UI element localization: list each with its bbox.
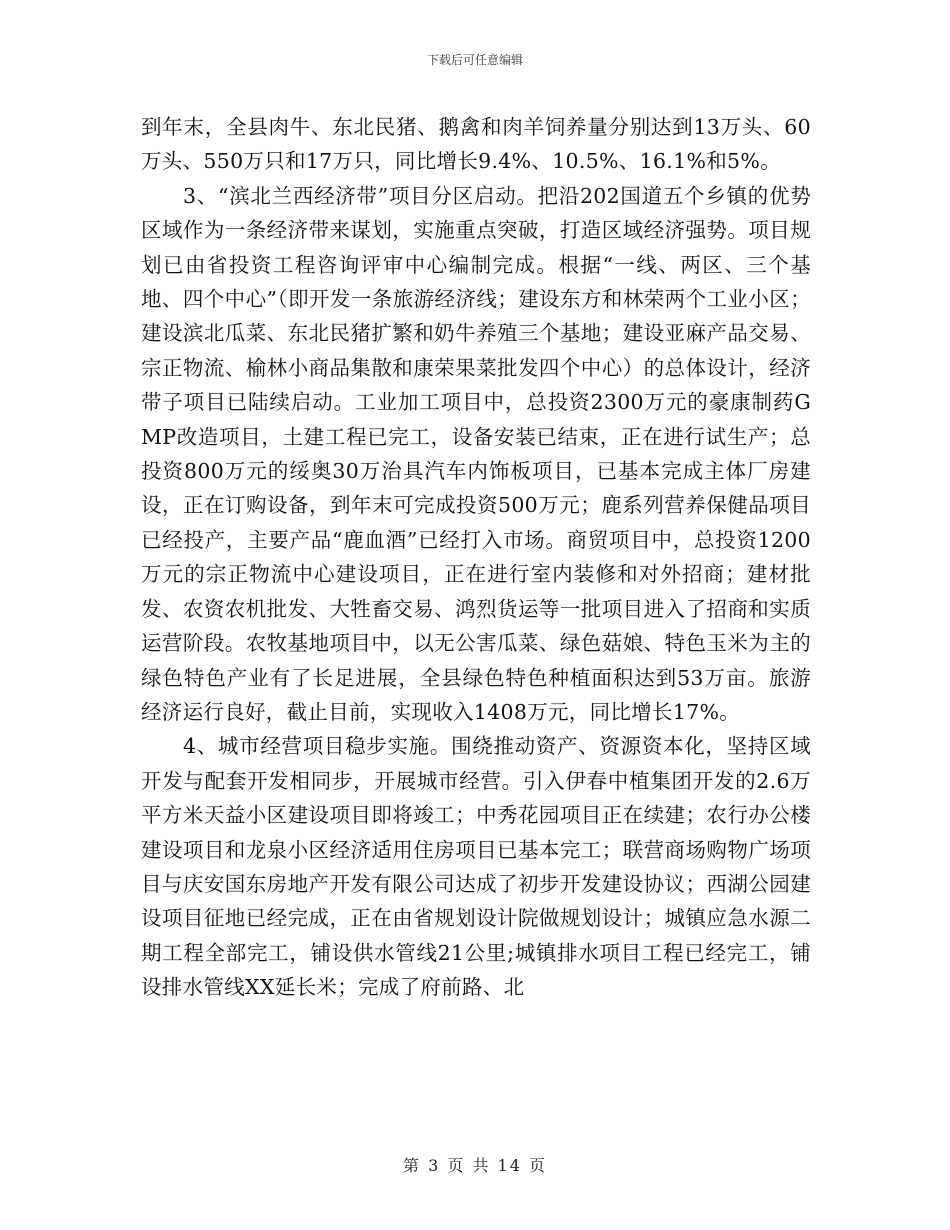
document-body <box>141 110 811 1005</box>
paragraph-continuation: 到年末，全县肉牛、东北民猪、鹅禽和肉羊饲养量分别达到13万头、60万头、550万只和17万只，同比增长9.4%、10.5%、16.1%和5%。 <box>141 115 811 174</box>
page-number: 第 3 页 共 14 页 <box>403 1156 547 1175</box>
paragraph-item-3: 3、“滨北兰西经济带”项目分区启动。把沿202国道五个乡镇的优势区域作为一条经济带来谋划，实施重点突破，打造区域经济强势。项目规划已由省投资工程咨询评审中心编制完成。根据“一线、两区、三个基地、四个中心”（即开发一条旅游经济线；建设东方和林荣两个工业小区；建设滨北瓜菜、东北民猪扩繁和奶牛养殖三个基地；建设亚麻产品交易、宗正物流、榆林小商品集散和康荣果菜批发四个中心）的总体设计，经济带子项目已陆续启动。工业加工项目中，总投资2300万元的豪康制药GMP改造项目，土建工程已完工，设备安装已结束，正在进行试生产；总投资800万元的绥奥30万治具汽车内饰板项目，已基本完成主体厂房建设，正在订购设备，到年末可完成投资500万元；鹿系列营养保健品项目已经投产，主要产品“鹿血酒”已经打入市场。商贸项目中，总投资1200万元的宗正物流中心建设项目，正在进行室内装修和对外招商；建材批发、农资农机批发、大牲畜交易、鸿烈货运等一批项目进入了招商和实质运营阶段。农牧基地项目中，以无公害瓜菜、绿色菇娘、特色玉米为主的绿色特色产业有了长足进展，全县绿色特色种植面积达到53万亩。旅游经济运行良好，截止目前，实现收入1408万元，同比增长17%。 <box>141 183 811 724</box>
paragraph-item-4: 4、城市经营项目稳步实施。围绕推动资产、资源资本化，坚持区域开发与配套开发相同步，开展城市经营。引入伊春中植集团开发的2.6万平方米天益小区建设项目即将竣工；中秀花园项目正在续建；农行办公楼建设项目和龙泉小区经济适用住房项目已基本完工；联营商场购物广场项目与庆安国东房地产开发有限公司达成了初步开发建设协议；西湖公园建设项目征地已经完成，正在由省规划设计院做规划设计；城镇应急水源二期工程全部完工，铺设供水管线21公里;城镇排水项目工程已经完工，铺设排水管线XX延长米；完成了府前路、北 <box>141 734 811 1000</box>
page-header-note: 下载后可任意编辑 <box>426 53 523 67</box>
